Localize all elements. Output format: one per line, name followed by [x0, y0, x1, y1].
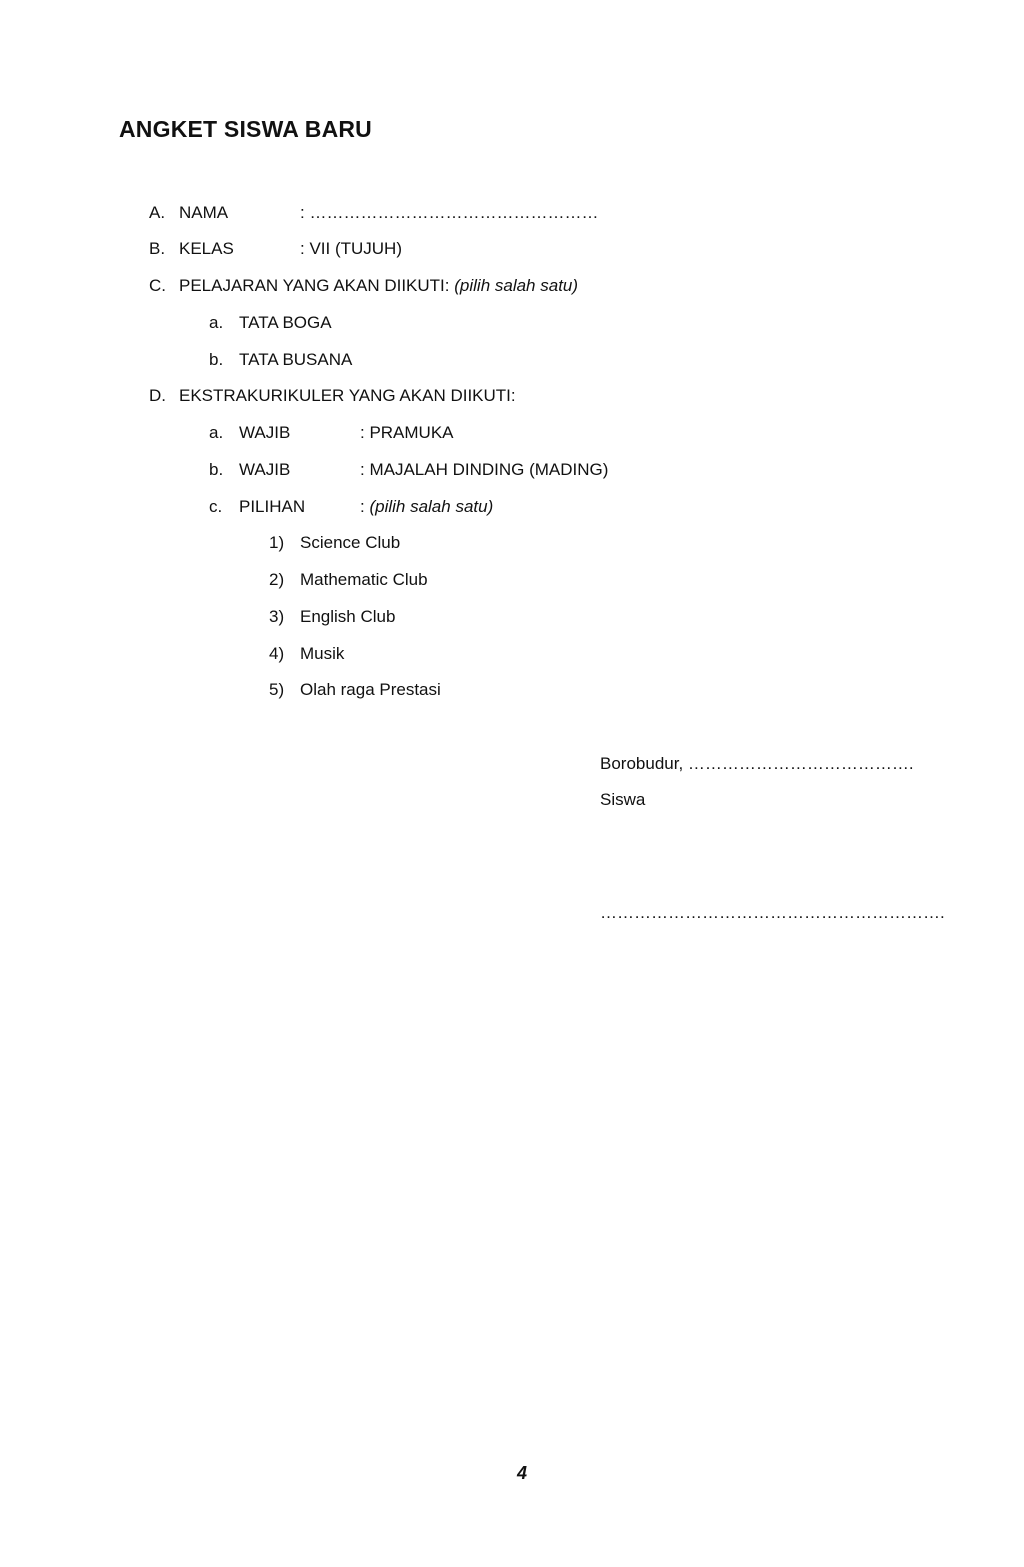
- option-marker: b.: [209, 460, 224, 479]
- signature-place-date: Borobudur, ………………………………….: [600, 754, 914, 773]
- choice-marker: 1): [269, 533, 285, 552]
- signature-line: …………………………………………………….: [600, 903, 945, 922]
- item-value: : VII (TUJUH): [300, 239, 402, 258]
- choice-marker: 3): [269, 607, 285, 626]
- page-title: ANGKET SISWA BARU: [119, 116, 372, 142]
- choice-label: Mathematic Club: [300, 570, 428, 589]
- option-note: (pilih salah satu): [369, 497, 494, 516]
- choice-label: Musik: [300, 644, 345, 663]
- option-value: : PRAMUKA: [360, 423, 454, 442]
- option-label: TATA BUSANA: [239, 350, 353, 369]
- choice-marker: 2): [269, 570, 285, 589]
- choice-label: Olah raga Prestasi: [300, 680, 441, 699]
- item-marker: C.: [149, 276, 166, 295]
- item-note: (pilih salah satu): [454, 276, 579, 295]
- item-label: NAMA: [179, 203, 229, 222]
- option-label: PILIHAN: [239, 497, 306, 516]
- page-number: 4: [516, 1463, 527, 1483]
- item-marker: A.: [149, 203, 166, 222]
- option-marker: a.: [209, 423, 224, 442]
- option-marker: a.: [209, 313, 224, 332]
- option-label: TATA BOGA: [239, 313, 332, 332]
- choice-label: Science Club: [300, 533, 401, 552]
- option-value: : MAJALAH DINDING (MADING): [360, 460, 609, 479]
- item-marker: B.: [149, 239, 166, 258]
- option-marker: c.: [209, 497, 223, 516]
- signature-role: Siswa: [600, 790, 646, 809]
- choice-marker: 5): [269, 680, 285, 699]
- option-label: WAJIB: [239, 460, 291, 479]
- item-label: KELAS: [179, 239, 234, 258]
- name-field: : ……………………………………………: [300, 203, 599, 222]
- item-label: EKSTRAKURIKULER YANG AKAN DIIKUTI:: [179, 386, 516, 405]
- choice-label: English Club: [300, 607, 396, 626]
- option-marker: b.: [209, 350, 224, 369]
- item-marker: D.: [149, 386, 166, 405]
- item-label: PELAJARAN YANG AKAN DIIKUTI:: [179, 276, 450, 295]
- option-colon: :: [360, 497, 370, 516]
- option-label: WAJIB: [239, 423, 291, 442]
- choice-marker: 4): [269, 644, 285, 663]
